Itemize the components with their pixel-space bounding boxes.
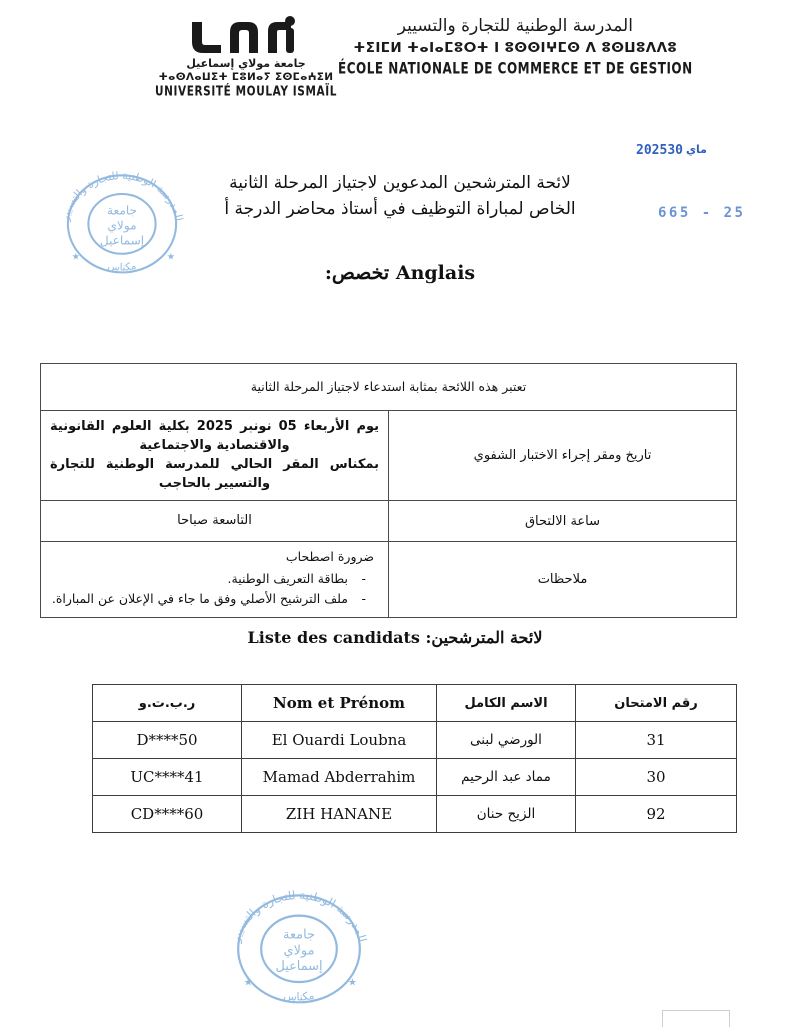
umi-wordmark-logo-icon — [186, 16, 306, 56]
svg-text:★: ★ — [166, 251, 176, 263]
specialty-value: Anglais — [395, 262, 476, 284]
document-title — [180, 170, 620, 223]
notes-item: - بطاقة التعريف الوطنية. — [50, 569, 374, 589]
cell-name-french: El Ouardi Loubna — [242, 722, 437, 759]
university-seal-top — [46, 166, 198, 278]
title-line-2: الخاص لمباراة التوظيف في أستاذ محاضر الدرجة أ — [224, 199, 576, 220]
date-stamp-day: 30 — [667, 143, 683, 158]
table-row — [93, 759, 737, 796]
table-row — [93, 796, 737, 833]
svg-text:المدرسة الوطنية للتجارة والتسي: المدرسة الوطنية للتجارة والتسيير — [58, 169, 186, 223]
svg-text:★: ★ — [243, 977, 253, 989]
cell-name-arabic: الورضي لبنى — [437, 722, 576, 759]
cell-cin: CD****60 — [93, 796, 242, 833]
university-name-tifinagh: ⵜⴰⵙⴷⴰⵡⵉⵜ ⵎⵓⵍⴰⵢ ⵉⵙⵎⴰⵄⵉⵍ — [158, 71, 334, 83]
notes-heading: ضرورة اصطحاب — [285, 549, 374, 565]
specialty-label: تخصص: — [324, 262, 390, 284]
svg-text:مولاي: مولاي — [283, 943, 315, 959]
notes-label: ملاحظات — [389, 542, 737, 617]
notes-item: - ملف الترشيح الأصلي وفق ما جاء في الإعلان عن المباراة. — [50, 589, 374, 609]
candidates-table — [92, 684, 737, 833]
time-label: ساعة الالتحاق — [389, 501, 737, 542]
university-name-arabic: جامعة مولاي إسماعيل — [186, 57, 306, 70]
title-line-1: لائحة المترشحين المدعوين لاجتياز المرحلة الثانية — [229, 173, 571, 193]
cell-exam-number: 92 — [576, 796, 737, 833]
date-stamp-month: ماي — [685, 143, 707, 156]
table-row-time — [41, 501, 737, 542]
column-header-name-french: Nom et Prénom — [242, 685, 437, 722]
table-row-notice — [41, 364, 737, 411]
table-row — [93, 722, 737, 759]
column-header-cin: ر.ب.ت.و — [93, 685, 242, 722]
cell-name-arabic: مماد عبد الرحيم — [437, 759, 576, 796]
svg-text:جامعة: جامعة — [106, 203, 138, 218]
svg-text:مكناس: مكناس — [282, 988, 316, 1004]
letterhead — [154, 14, 693, 124]
specialty-row — [180, 262, 620, 284]
notes-value — [41, 542, 389, 617]
table-row-venue — [41, 411, 737, 501]
university-seal-bottom — [214, 888, 384, 1006]
cell-name-french: ZIH HANANE — [242, 796, 437, 833]
date-stamp — [636, 143, 710, 158]
cell-exam-number: 31 — [576, 722, 737, 759]
university-name-french: UNIVERSITÉ MOULAY ISMAÏL — [154, 84, 338, 99]
candidates-heading-french: Liste des candidats — [247, 628, 420, 647]
column-header-exam-number: رقم الامتحان — [576, 685, 737, 722]
venue-value — [41, 411, 389, 501]
svg-text:إسماعيل: إسماعيل — [99, 233, 145, 248]
school-identity — [338, 14, 693, 124]
school-name-french: ÉCOLE NATIONALE DE COMMERCE ET DE GESTION — [338, 59, 693, 78]
time-value: التاسعة صباحا — [41, 501, 389, 542]
candidates-heading-arabic: لائحة المترشحين: — [425, 628, 543, 647]
school-name-tifinagh: ⵜⵉⵏⵎⵍ ⵜⴰⵏⴰⵎⵓⵔⵜ ⵏ ⵓⵙⵙⵏⵖⵎⵙ ⴷ ⵓⵙⵡⵓⴷⴷⵓ — [353, 40, 678, 57]
venue-line-2: بمكناس المقر الحالي للمدرسة الوطنية للتجارة والتسيير بالحاجب — [50, 456, 379, 491]
exam-info-table — [40, 363, 737, 618]
cell-name-arabic: الزيح حنان — [437, 796, 576, 833]
column-header-full-name-arabic: الاسم الكامل — [437, 685, 576, 722]
table-header-row — [93, 685, 737, 722]
cell-name-french: Mamad Abderrahim — [242, 759, 437, 796]
scan-artifact-box — [662, 1010, 730, 1027]
cell-cin: D****50 — [93, 722, 242, 759]
venue-line-1: يوم الأربعاء 05 نونبر 2025 بكلية العلوم القانونية والاقتصادية والاجتماعية — [50, 419, 380, 453]
cell-cin: UC****41 — [93, 759, 242, 796]
cell-exam-number: 30 — [576, 759, 737, 796]
notes-list — [50, 569, 374, 609]
notice-cell: تعتبر هذه اللائحة بمثابة استدعاء لاجتياز المرحلة الثانية — [41, 364, 737, 411]
date-stamp-year: 2025 — [636, 143, 668, 158]
svg-text:المدرسة الوطنية للتجارة والتسي: المدرسة الوطنية للتجارة والتسيير — [228, 888, 370, 944]
svg-text:مولاي: مولاي — [107, 218, 137, 233]
svg-text:مكناس: مكناس — [106, 259, 138, 274]
reference-number: 665 - 25 — [658, 205, 746, 221]
svg-text:إسماعيل: إسماعيل — [275, 959, 323, 975]
svg-text:★: ★ — [347, 977, 357, 989]
table-row-notes — [41, 542, 737, 617]
svg-text:★: ★ — [71, 251, 80, 263]
venue-label: تاريخ ومقر إجراء الاختبار الشفوي — [389, 411, 737, 501]
university-identity — [154, 14, 338, 124]
candidates-heading — [85, 628, 705, 647]
svg-text:جامعة: جامعة — [283, 927, 315, 943]
school-name-arabic: المدرسة الوطنية للتجارة والتسيير — [397, 16, 633, 36]
